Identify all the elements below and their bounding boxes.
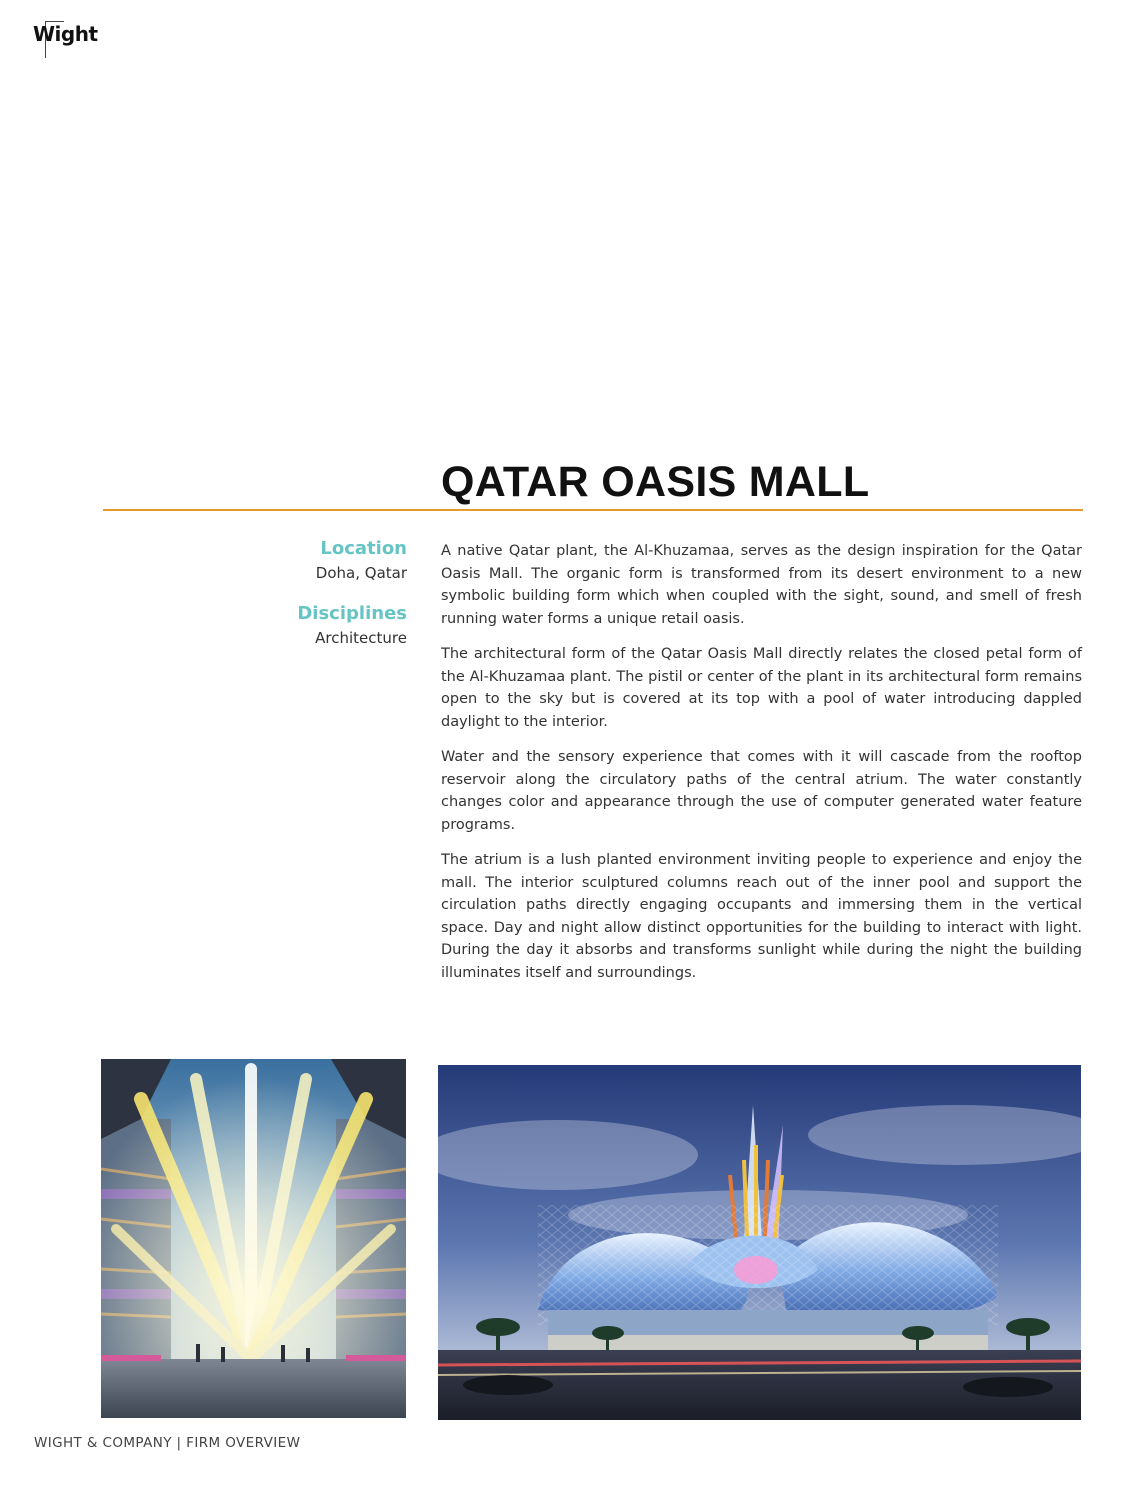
- disciplines-label: Disciplines: [297, 603, 407, 624]
- page-title: QATAR OASIS MALL: [441, 458, 870, 506]
- atrium-interior-image: [101, 1059, 406, 1418]
- location-value: Doha, Qatar: [315, 564, 407, 582]
- project-meta: [297, 538, 407, 647]
- project-description: [441, 540, 1082, 997]
- description-paragraph: A native Qatar plant, the Al-Khuzamaa, serves as the design inspiration for the Qatar Oasis Mall. The organic form is transformed from its desert environment to a new symbolic building form which when coupled with the sight, sound, and smell of fresh running water forms a unique retail oasis.: [441, 543, 1082, 627]
- description-paragraph: The architectural form of the Qatar Oasis Mall directly relates the closed petal form of the Al-Khuzamaa plant. The pistil or center of the plant in its architectural form remains open to the sky but is covered at its top with a pool of water introducing dappled daylight to the interior.: [441, 646, 1082, 730]
- description-paragraph: The atrium is a lush planted environment inviting people to experience and enjoy the mall. The interior sculptured columns reach out of the inner pool and support the circulation paths directly engaging occupants and immersing them in the vertical space. Day and night allow distinct opportunities for the building to interact with light. During the day it absorbs and transforms sunlight while during the night the building illuminates itself and surroundings.: [441, 852, 1082, 981]
- disciplines-value: Architecture: [315, 629, 407, 647]
- location-label: Location: [320, 538, 407, 559]
- footer-text: WIGHT & COMPANY | FIRM OVERVIEW: [34, 1435, 301, 1451]
- title-divider: [103, 509, 1083, 511]
- exterior-rendering-image: [438, 1065, 1081, 1420]
- description-paragraph: Water and the sensory experience that comes with it will cascade from the rooftop reservoir along the circulatory paths of the central atrium. The water constantly changes color and appearance through the use of computer generated water feature programs.: [441, 749, 1082, 833]
- company-logo: Wight: [33, 22, 98, 46]
